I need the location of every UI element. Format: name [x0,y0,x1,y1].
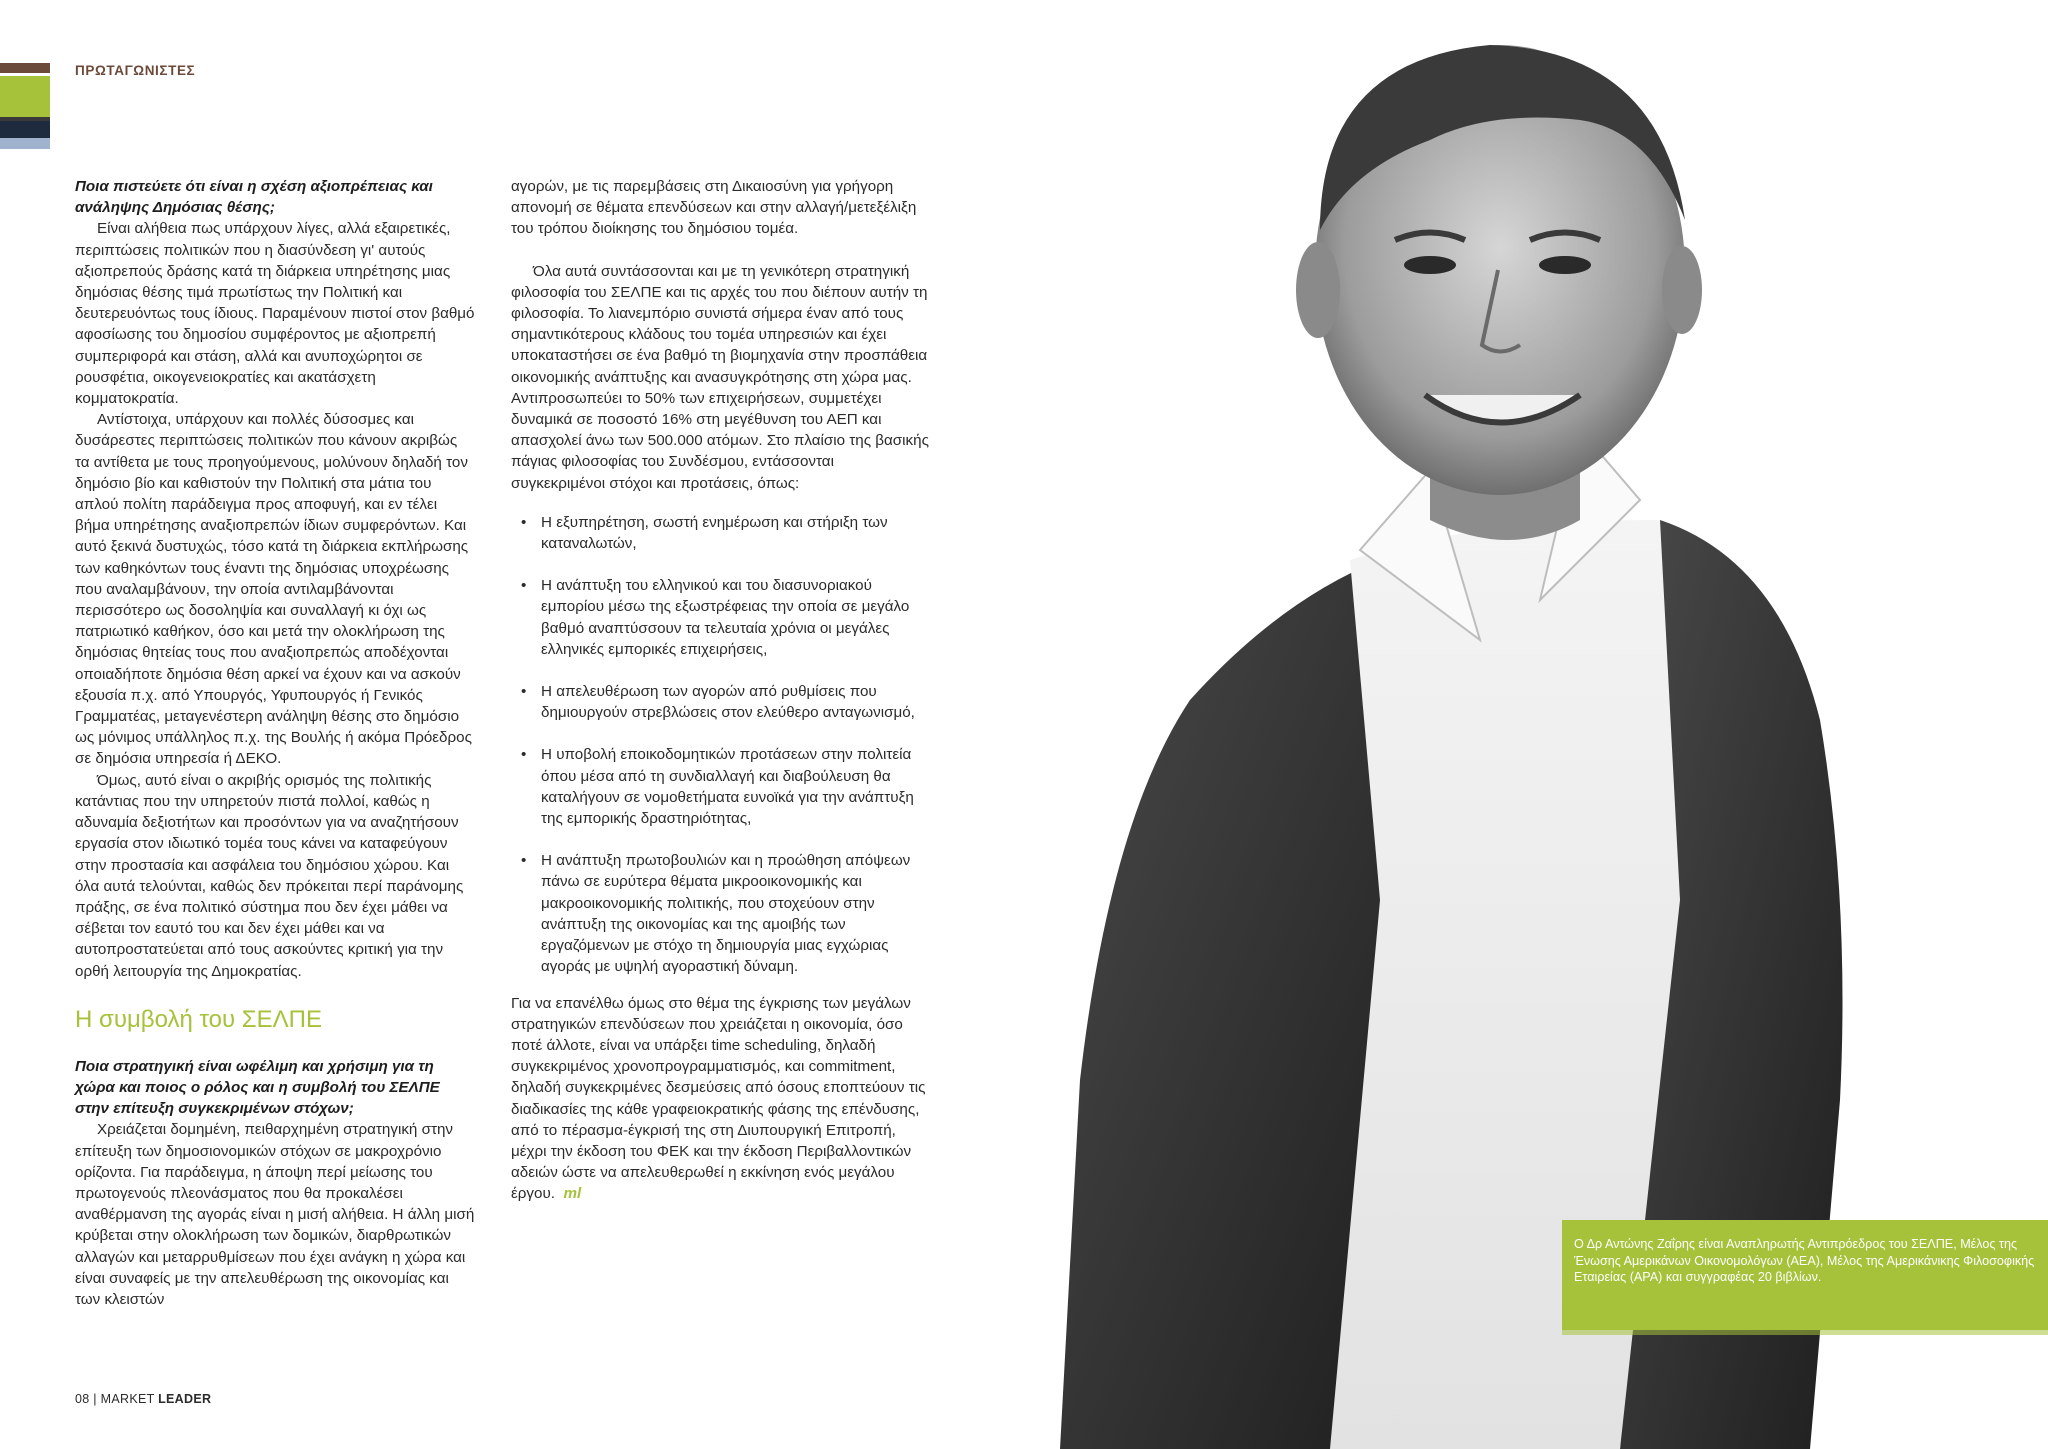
article-column-2 [511,176,931,1205]
photo-caption: Ο Δρ Αντώνης Ζαΐρης είναι Αναπληρωτής Αντιπρόεδρος του ΣΕΛΠΕ, Μέλος της Ένωσης Αμερικάνων Οικονομολόγων (AEA), Μέλος της Αμερικάνικης Φιλοσοφικής Εταιρείας (APA) και συγγραφέας 20 βιβλίων. [1574,1237,2035,1284]
list-item: • Η υποβολή εποικοδομητικών προτάσεων στην πολιτεία όπου μέσα από τη συνδιαλλαγή και διαβούλευση θα καταλήγουν σε νομοθετήματα ευνοϊκά για την ανάπτυξη της εμπορικής δραστηριότητας, [541,744,931,829]
green-stripe [0,76,50,117]
folio-separator: | [93,1392,97,1406]
paragraph [511,993,931,1205]
page-folio [75,1392,211,1406]
article-column-1 [75,176,475,1310]
list-item: • Η απελευθέρωση των αγορών από ρυθμίσεις που δημιουργούν στρεβλώσεις στον ελεύθερο ανταγωνισμό, [541,681,931,723]
page-number: 08 [75,1392,90,1406]
brand-bold: LEADER [158,1392,212,1406]
list-item: • Η εξυπηρέτηση, σωστή ενημέρωση και στήριξη των καταναλωτών, [541,512,931,554]
photo-caption-box [1562,1220,2048,1330]
paragraph: Όλα αυτά συντάσσονται και με τη γενικότερη στρατηγική φιλοσοφία του ΣΕΛΠΕ και τις αρχές του που διέπουν αυτήν τη φιλοσοφία. Το λιανεμπόριο συνιστά σήμερα έναν από τους σημαντικότερους κλάδους του τομέα υπηρεσιών και έχει υποκαταστήσει σε ένα βαθμό τη βιομηχανία στην προσπάθεια οικονομικής ανάπτυξης και ανασυγκρότησης στη χώρα μας. Αντιπροσωπεύει το 50% των επιχειρήσεων, συμμετέχει δυναμικά σε ποσοστό 16% στη μεγέθυνση του ΑΕΠ και απασχολεί άνω των 500.000 ατόμων. Στο πλαίσιο της βασικής πάγιας φιλοσοφίας του Συνδέσμου, εντάσσονται συγκεκριμένοι στόχοι και προτάσεις, όπως: [511,262,929,492]
list-item: • Η ανάπτυξη πρωτοβουλιών και η προώθηση απόψεων πάνω σε ευρύτερα θέματα μικροοικονομικής και μακροοικονομικής πολιτικής, που στοχεύουν στην ανάπτυξη της οικονομίας και της αμοιβής των εργαζόμενων με στόχο τη δημιουργία μιας εγχώριας αγοράς με υψηλή αγοραστική δύναμη. [541,850,931,977]
paragraph: Αντίστοιχα, υπάρχουν και πολλές δύσοσμες και δυσάρεστες περιπτώσεις πολιτικών που κάνουν ακριβώς τα αντίθετα με τους προηγούμενους, μολύνουν δηλαδή τον δημόσιο βίο και καθιστούν την Πολιτική στα μάτια του απλού πολίτη παράδειγμα προς αποφυγή, και εν τέλει βήμα υπηρέτησης αναξιοπρεπών ίδιων συμφερόντων. Και αυτό ξεκινά δυστυχώς, τόσο κατά τη διάρκεια εκπλήρωσης των καθηκόντων τους έναντι της δημόσιας υποχρέωσης που αναλαμβάνουν, την οποία αντιλαμβάνονται περισσότερο ως δοσοληψία και συναλλαγή κι όχι ως πατριωτικό καθήκον, όσο και μετά την ολοκλήρωση της δημόσιας θητείας τους που αναξιοπρεπώς αποδέχονται οποιαδήποτε δημόσια θέση αρκεί να έχουν και να ασκούν εξουσία π.χ. από Υπουργός, Υφυπουργός ή Γενικός Γραμματέας, μεταγενέστερη ανάληψη θέσης στο δημόσιο ως μόνιμος υπάλληλος π.χ. της Βουλής ή ακόμα Πρόεδρος σε δημόσια υπηρεσία ή ΔΕΚΟ. [75,411,472,768]
caption-underline [1562,1330,2048,1335]
light-blue-stripe [0,138,50,149]
navy-stripe [0,121,50,138]
paragraph: Είναι αλήθεια πως υπάρχουν λίγες, αλλά εξαιρετικές, περιπτώσεις πολιτικών που η διασύνδεση γι' αυτούς αξιοπρεπούς δράσης κατά τη διάρκεια υπηρέτησης μιας δημόσιας θέσης τιμά πρωτίστως την Πολιτική και δευτερευόντως τους ίδιους. Παραμένουν πιστοί στον βαθμό αφοσίωσης του δημοσίου συμφέροντος με αξιοπρεπή συμπεριφορά και στάση, αλλά και ανυποχώρητοι σε ρουσφέτια, οικογενειοκρατίες και ακατάσχετη κομματοκρατία. [75,220,475,408]
section-subheading: Η συμβολή του ΣΕΛΠΕ [75,1005,322,1033]
paragraph: Όμως, αυτό είναι ο ακριβής ορισμός της πολιτικής κατάντιας που την υπηρετούν πιστά πολλοί, καθώς η αδυναμία δεξιοτήτων και προσόντων για να αναζητήσουν εργασία στον ιδιωτικό τομέα τους κάνει να καταφεύγουν στην προστασία και ασφάλεια του δημόσιου χώρου. Και όλα αυτά τελούνται, καθώς δεν πρόκειται περί παράνομης πράξης, σε ένα πολιτικό σύστημα που δεν έχει μάθει να σέβεται τον εαυτό του και δεν έχει μάθει και να αυτοπροστατεύεται από τους ασκούντες κριτική για την ορθή λειτουργία της Δημοκρατίας. [75,771,464,980]
brown-stripe [0,63,50,73]
paragraph: Χρειάζεται δομημένη, πειθαρχημένη στρατηγική στην επίτευξη των δημοσιονομικών στόχων σε μακροχρόνιο ορίζοντα. Για παράδειγμα, η άποψη περί μείωσης του πρωτογενούς πλεονάσματος που θα προκαλέσει αναθέρμανση της αγοράς είναι η μισή αλήθεια. Η άλλη μισή κρύβεται στην ολοκλήρωση των δομικών, διαρθρωτικών αλλαγών και μεταρρυθμίσεων που έχει ανάγκη η χώρα και είναι συναφείς με την απελευθέρωση της οικονομίας και των κλειστών [75,1121,475,1308]
list-item: • Η ανάπτυξη του ελληνικού και του διασυνοριακού εμπορίου μέσω της εξωστρέφειας την οποία σε μεγάλο βαθμό αναπτύσσουν τα τελευταία χρόνια οι μεγάλες ελληνικές εμπορικές επιχειρήσεις, [541,575,931,660]
section-tag: ΠΡΩΤΑΓΩΝΙΣΤΕΣ [75,63,196,78]
paragraph: αγορών, με τις παρεμβάσεις στη Δικαιοσύνη για γρήγορη απονομή σε θέματα επενδύσεων και στην αλλαγή/μετεξέλιξη του τρόπου διοίκησης του δημόσιου τομέα. [511,178,917,238]
ml-end-mark: ml [563,1185,582,1203]
goals-list [511,512,931,978]
question-2: Ποια στρατηγική είναι ωφέλιμη και χρήσιμη για τη χώρα και ποιος ο ρόλος και η συμβολή του ΣΕΛΠΕ στην επίτευξη συγκεκριμένων στόχων; [75,1057,440,1118]
question-1: Ποια πιστεύετε ότι είναι η σχέση αξιοπρέπειας και ανάληψης Δημόσιας θέσης; [75,178,433,217]
brand-light: MARKET [100,1392,155,1406]
closing-paragraph-text: Για να επανέλθω όμως στο θέμα της έγκρισης των μεγάλων στρατηγικών επενδύσεων που χρειάζεται η οικονομία, όσο ποτέ άλλοτε, είναι να υπάρξει time scheduling, δηλαδή συγκεκριμένος χρονοπρογραμματισμός, και commitment, δηλαδή συγκεκριμένες δεσμεύσεις από όσους εποπτεύουν τις διαδικασίες της κάθε γραφειοκρατικής φάσης της επένδυσης, από το πέρασμα-έγκρισή της στη Διυπουργική Επιτροπή, μέχρι την έκδοση του ΦΕΚ και την έκδοση Περιβαλλοντικών αδειών ώστε να απελευθερωθεί η εκκίνηση ενός μεγάλου έργου. [511,994,926,1203]
